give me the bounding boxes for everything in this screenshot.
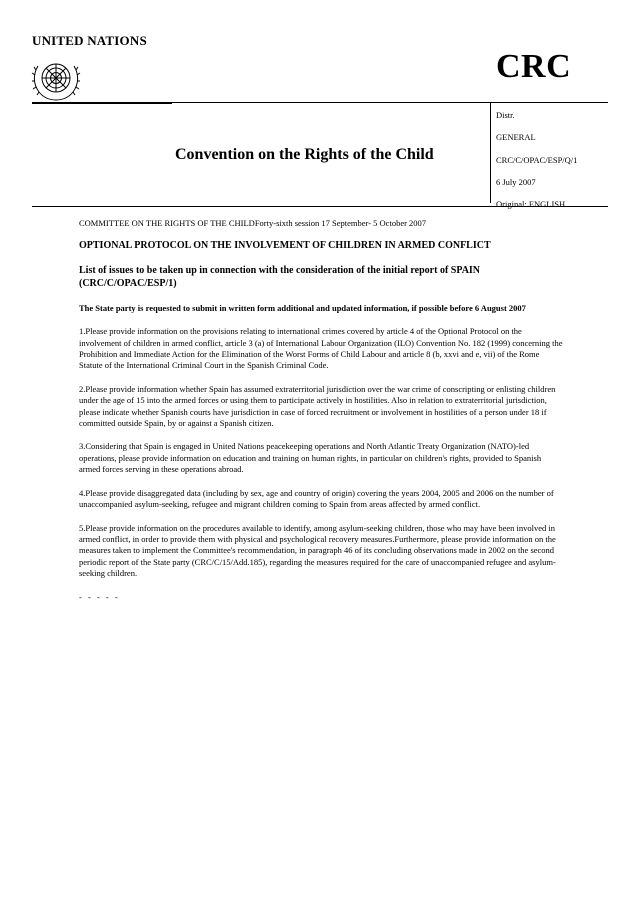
doc-date: 6 July 2007 — [496, 176, 536, 187]
distr-type: GENERAL — [496, 132, 536, 143]
issue-paragraph-2: 2.Please provide information whether Spain has assumed extraterritorial jurisdiction over the war crime of conscripting or enlisting children under the age of 15 into the armed forces or using them to participate actively in hostilities. Also in relation to extraterritorial jurisdiction, please indicate whether Spanish courts have jurisdiction in case of forced recruitment or involvement in hostilities of a person under 18 if committed outside Spain, by or against a Spanish citizen. — [79, 383, 556, 429]
issue-paragraph-1: 1.Please provide information on the provisions relating to international crimes covered by article 4 of the Optional Protocol on the involvement of children in armed conflict, article 3 (a) of International Labour Organization (ILO) Convention No. 182 (1999) concerning the Prohibition and Immediate Action for the Elimination of the Worst Forms of Child Labour and article 8 (b, xxvi and e, vii) of the Rome Statute of the International Criminal Court in the Spanish Criminal Code. — [79, 326, 563, 371]
list-of-issues-title: List of issues to be taken up in connection with the consideration of the initial report of SPAIN (CRC/C/OPAC/ESP/1) — [79, 264, 481, 289]
distribution-block — [496, 104, 608, 215]
organization-name: UNITED NATIONS — [32, 33, 147, 48]
document-body — [79, 218, 563, 615]
optional-protocol-title: OPTIONAL PROTOCOL ON THE INVOLVEMENT OF CHILDREN IN ARMED CONFLICT — [79, 240, 491, 252]
doc-number: CRC/C/OPAC/ESP/Q/1 — [496, 154, 578, 165]
header-divider — [490, 103, 491, 203]
convention-title: Convention on the Rights of the Child — [175, 146, 434, 163]
un-emblem-icon — [30, 56, 82, 102]
header-rule-left — [32, 103, 172, 104]
end-marker: - - - - - — [79, 591, 120, 602]
original-language: Original: ENGLISH — [496, 199, 566, 210]
committee-line: COMMITTEE ON THE RIGHTS OF THE CHILDForty-sixth session 17 September- 5 October 2007 — [79, 218, 427, 228]
issue-paragraph-5: 5.Please provide information on the procedures available to identify, among asylum-seeking children, those who may have been involved in armed conflict, in order to provide them with physical and psychological recovery measures.Furthermore, please provide information on the measures taken to implement the Committee's recommendation, in paragraph 46 of its concluding observations made in 2002 on the second periodic report of the State party (CRC/C/15/Add.185), regarding the measures required for the care of unaccompanied refugee and asylum-seeking children. — [79, 522, 556, 579]
issue-paragraph-4: 4.Please provide disaggregated data (including by sex, age and country of origin) covering the years 2004, 2005 and 2006 on the number of unaccompanied asylum-seeking, refugee and migrant children coming to Spain from areas affected by armed conflict. — [79, 487, 554, 510]
issue-paragraph-3: 3.Considering that Spain is engaged in United Nations peacekeeping operations and North Atlantic Treaty Organization (NATO)-led operations, please provide information on education and training on human rights, in particular on children's rights, provided to Spanish armed forces serving in these operations abroad. — [79, 441, 542, 475]
section-rule — [32, 206, 608, 207]
document-symbol-crc: CRC — [496, 48, 572, 85]
state-party-note: The State party is requested to submit in written form additional and updated information, if possible before 6 August 2007 — [79, 302, 526, 313]
distr-label: Distr. — [496, 110, 515, 120]
